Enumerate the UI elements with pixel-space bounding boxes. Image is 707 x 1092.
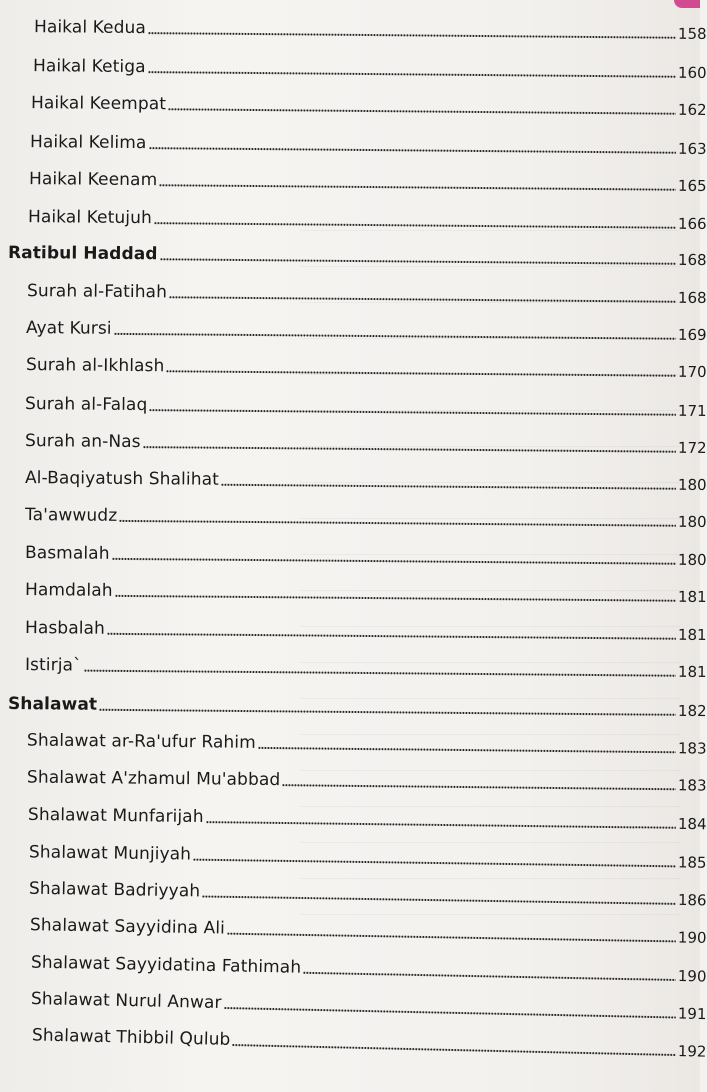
- toc-section-heading[interactable]: [7, 237, 707, 270]
- dot-leader: [99, 709, 676, 716]
- dot-leader: [221, 484, 676, 490]
- toc-entry[interactable]: [28, 836, 707, 872]
- dot-leader: [114, 333, 676, 340]
- toc-entry-label: Shalawat Thibbil Qulub: [31, 1025, 231, 1050]
- toc-page-number: 181: [677, 662, 707, 682]
- dot-leader: [166, 370, 676, 376]
- dot-leader: [193, 859, 676, 868]
- toc-page-number: 191: [677, 1004, 707, 1024]
- toc-page-number: 169: [677, 325, 707, 344]
- dot-leader: [148, 147, 675, 154]
- dot-leader: [206, 821, 676, 829]
- toc-entry[interactable]: [24, 537, 707, 570]
- toc-page-number: 186: [677, 890, 707, 910]
- toc-page-number: 181: [677, 587, 707, 607]
- toc-page-number: 166: [677, 214, 707, 233]
- toc-entry[interactable]: [26, 761, 707, 795]
- toc-entry-label: Haikal Ketujuh: [27, 207, 152, 229]
- dot-leader: [119, 520, 676, 527]
- toc-heading-label: Shalawat: [7, 693, 98, 715]
- toc-page-number: 168: [677, 288, 707, 307]
- toc-page-number: 183: [677, 739, 707, 758]
- toc-entry-label: Ta'awwudz: [24, 505, 118, 526]
- toc-page-number: 163: [677, 139, 707, 158]
- dot-leader: [84, 670, 676, 677]
- toc-page-number: 158: [677, 24, 707, 43]
- toc-page-number: 184: [677, 814, 707, 834]
- toc-entry-label: Shalawat Munfarijah: [27, 804, 204, 828]
- dot-leader: [149, 409, 676, 416]
- toc-entry-label: Al-Baqiyatush Shalihat: [24, 468, 219, 490]
- toc-entry[interactable]: [24, 462, 707, 495]
- toc-entry-label: Shalawat Munjiyah: [28, 842, 192, 865]
- dot-leader: [169, 296, 676, 302]
- dot-leader: [143, 446, 676, 453]
- toc-entry-label: Shalawat ar-Ra'ufur Rahim: [26, 730, 256, 753]
- toc-page-number: 165: [677, 176, 707, 195]
- toc-page-number: 180: [677, 550, 707, 570]
- toc-page-number: 181: [677, 625, 707, 645]
- toc-entry[interactable]: [24, 388, 707, 421]
- toc-entry[interactable]: [28, 163, 707, 195]
- toc-entry-label: Haikal Kelima: [29, 132, 147, 154]
- toc-page-number: 168: [677, 250, 707, 270]
- toc-entry[interactable]: [24, 499, 707, 532]
- dot-leader: [148, 32, 676, 39]
- toc-section-heading[interactable]: [7, 688, 707, 721]
- toc-entry[interactable]: [30, 947, 707, 986]
- dot-leader: [282, 784, 676, 790]
- toc-entry-label: Surah al-Ikhlash: [25, 355, 165, 377]
- toc-entry[interactable]: [29, 909, 707, 947]
- toc-entry-label: Shalawat Sayyidatina Fathimah: [30, 952, 302, 978]
- toc-entry-label: Shalawat Nurul Anwar: [30, 988, 222, 1013]
- toc-page-number: 180: [677, 475, 707, 495]
- toc-entry-label: Haikal Kedua: [33, 17, 147, 39]
- toc-page-number: 183: [677, 776, 707, 795]
- toc-entry[interactable]: [24, 574, 707, 607]
- dot-leader: [223, 1007, 675, 1018]
- toc-page-number: 185: [677, 853, 707, 872]
- toc-entry-label: Shalawat A'zhamul Mu'abbad: [26, 767, 281, 791]
- toc-entry[interactable]: [26, 275, 707, 307]
- toc-entry[interactable]: [33, 11, 707, 43]
- toc-entry[interactable]: [26, 724, 707, 758]
- dot-leader: [303, 972, 676, 981]
- toc-heading-label: Ratibul Haddad: [7, 242, 158, 265]
- toc-entry[interactable]: [30, 87, 707, 119]
- toc-entry[interactable]: [27, 799, 707, 834]
- toc-page-number: 172: [677, 438, 707, 458]
- toc-entry-label: Istirja`: [24, 655, 82, 676]
- toc-entry-label: Haikal Ketiga: [32, 56, 146, 78]
- toc-entry[interactable]: [31, 1019, 707, 1061]
- toc-page-number: 190: [677, 967, 707, 986]
- toc-entry-label: Hasbalah: [24, 618, 106, 639]
- toc-entry[interactable]: [24, 649, 707, 682]
- dot-leader: [159, 184, 676, 191]
- toc-page-number: 182: [677, 701, 707, 721]
- dot-leader: [148, 71, 676, 78]
- toc-entry-label: Ayat Kursi: [25, 318, 112, 339]
- dot-leader: [160, 258, 676, 265]
- toc-page-number: 170: [677, 362, 707, 381]
- toc-entry[interactable]: [28, 873, 707, 910]
- toc-page-number: 180: [677, 512, 707, 532]
- toc-entry-label: Basmalah: [24, 543, 110, 564]
- toc-entry-label: Surah an-Nas: [24, 431, 141, 453]
- toc-entry-label: Shalawat Sayyidina Ali: [29, 915, 226, 939]
- toc-entry[interactable]: [24, 612, 707, 645]
- toc-page-number: 160: [677, 63, 707, 82]
- dot-leader: [202, 895, 676, 904]
- toc-page-number: 171: [677, 401, 707, 421]
- toc-entry[interactable]: [30, 983, 707, 1024]
- toc-entry[interactable]: [27, 201, 707, 233]
- toc-entry[interactable]: [29, 126, 707, 158]
- dot-leader: [115, 595, 676, 602]
- toc-entry-label: Shalawat Badriyyah: [28, 878, 201, 902]
- dot-leader: [107, 633, 676, 640]
- toc-entry-label: Hamdalah: [24, 580, 113, 601]
- toc-entry[interactable]: [24, 425, 707, 458]
- toc-page-number: 190: [677, 928, 707, 947]
- toc-entry[interactable]: [25, 349, 707, 381]
- dot-leader: [168, 108, 676, 114]
- dot-leader: [154, 222, 676, 229]
- toc-entry[interactable]: [32, 50, 707, 82]
- toc-entry[interactable]: [25, 312, 707, 344]
- toc-entry-label: Haikal Keenam: [28, 169, 158, 191]
- toc-page-number: 192: [677, 1042, 707, 1061]
- toc-entry-label: Haikal Keempat: [30, 93, 167, 115]
- dot-leader: [232, 1044, 675, 1056]
- toc-entry-label: Surah al-Fatihah: [26, 281, 168, 303]
- toc-page-number: 162: [677, 100, 707, 119]
- dot-leader: [227, 933, 676, 943]
- dot-leader: [258, 747, 676, 753]
- toc-entry-label: Surah al-Falaq: [24, 394, 148, 416]
- dot-leader: [112, 558, 676, 565]
